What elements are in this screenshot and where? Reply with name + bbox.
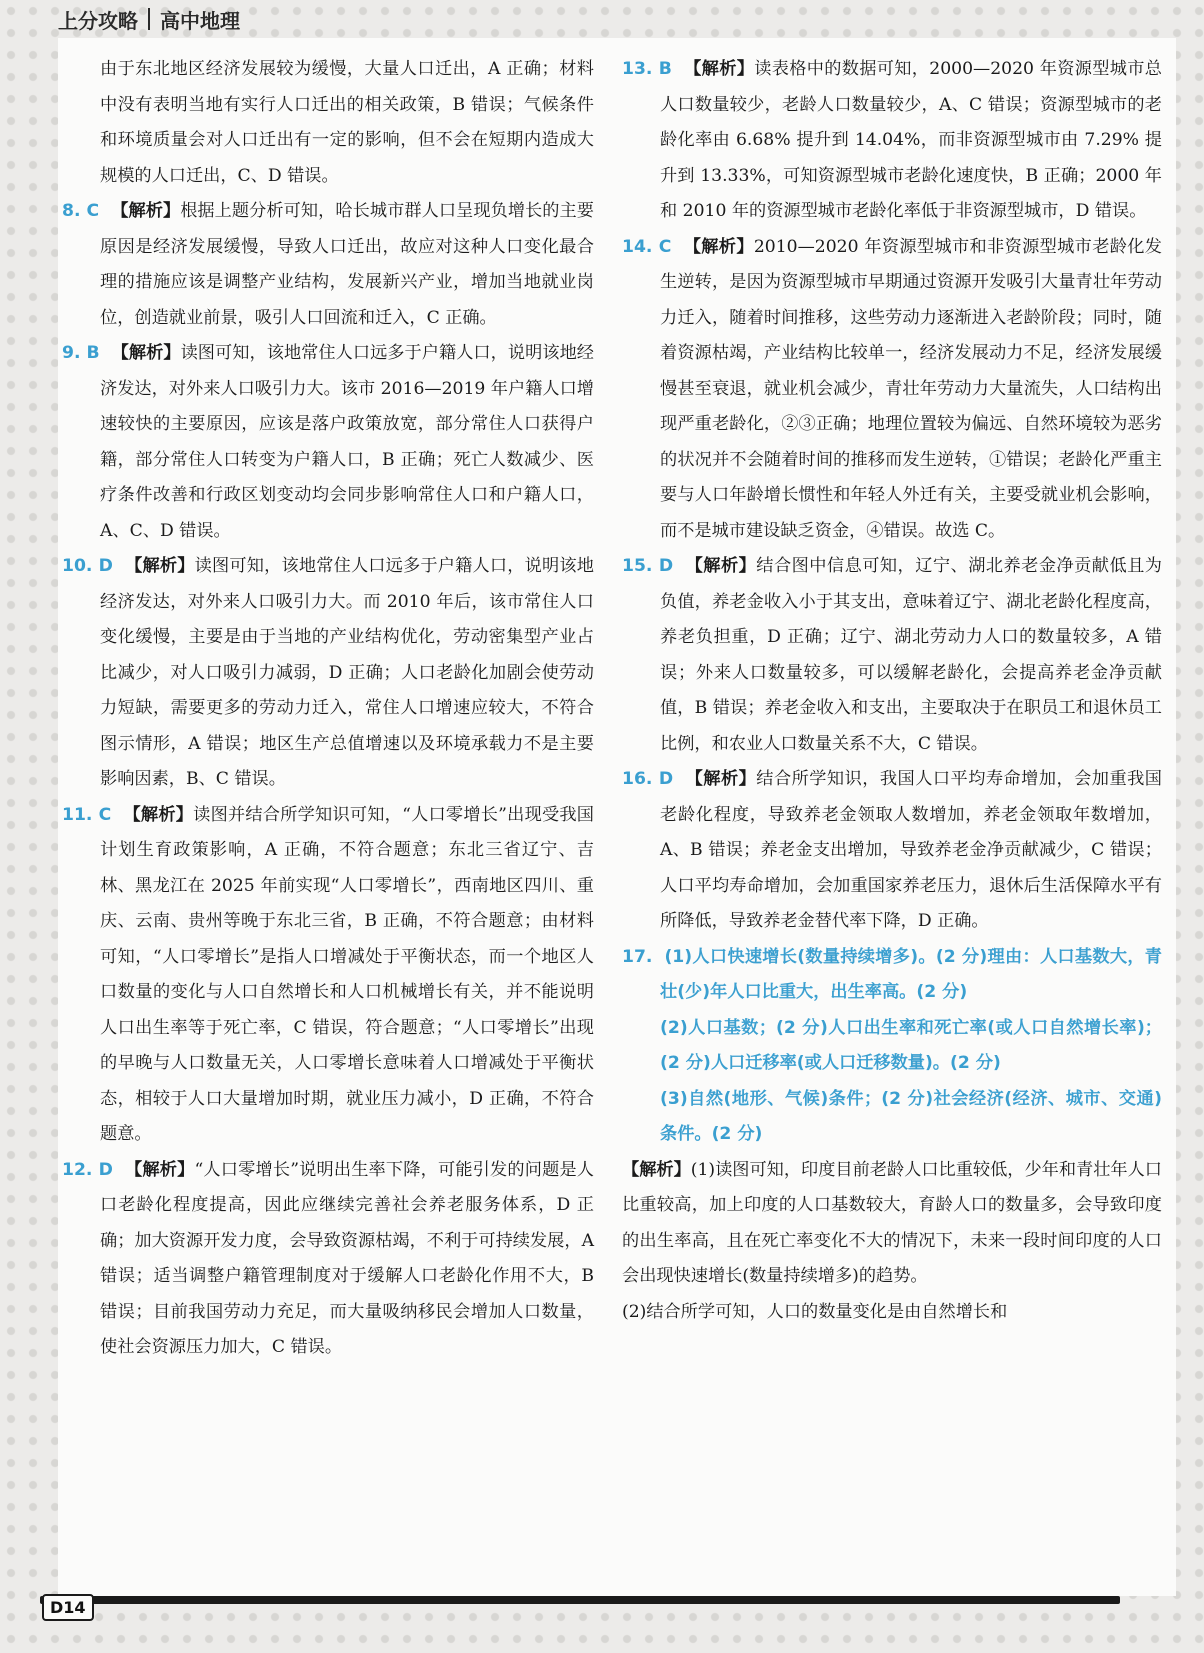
analysis-tag: 【解析】 [622,1159,691,1180]
answer-number: 15. D [622,556,674,576]
analysis-tag: 【解析】 [123,804,194,825]
answer-item-16 [622,762,1162,940]
footer-bar [40,1596,1120,1604]
continuation-text: 由于东北地区经济发展较为缓慢，大量人口迁出，A 正确；材料中没有表明当地有实行人口迁出的相关政策，B 错误；气候条件和环境质量会对人口迁出有一定的影响，但不会在短期内造成大规模的人口迁出，C、D 错误。 [100,59,594,186]
answer-item-10 [62,549,594,798]
analysis-paragraph-1 [622,1153,1162,1295]
answer-key-1: (1)人口快速增长(数量持续增多)。(2 分)理由：人口基数大，青壮(少)年人口比重大，出生率高。(2 分) [660,946,1162,1002]
answer-number: 11. C [62,804,112,825]
answer-text: 结合图中信息可知，辽宁、湖北养老金净贡献低且为负值，养老金收入小于其支出，意味着辽宁、湖北老龄化程度高，养老负担重，D 正确；辽宁、湖北劳动力人口的数量较多，A 错误；外来人口数量较多，可以缓解老龄化，会提高养老金净贡献值，B 错误；养老金收入和支出，主要取决于在职员工和退休员工比例，和农业人口数量关系不大，C 错误。 [660,556,1162,754]
analysis-text-2: (2)结合所学可知，人口的数量变化是由自然增长和 [622,1301,1008,1322]
answer-text: 结合所学知识，我国人口平均寿命增加，会加重我国老龄化程度，导致养老金领取人数增加，养老金领取年数增加，A、B 错误；养老金支出增加，导致养老金净贡献减少，C 错误；人口平均寿命增加，会加重国家养老压力，退休后生活保障水平有所降低，导致养老金替代率下降，D 正确。 [660,769,1162,931]
answer-text: 读图可知，该地常住人口远多于户籍人口，说明该地经济发达，对外来人口吸引力大。而 2010 年后，该市常住人口变化缓慢，主要是由于当地的产业结构优化，劳动密集型产业占比减少，对人口吸引力减弱，D 正确；人口老龄化加剧会使劳动力短缺，需要更多的劳动力迁入，常住人口增速应较大，不符合图示情形，A 错误；地区生产总值增速以及环境承载力不是主要影响因素，B、C 错误。 [100,556,594,789]
answer-text: 2010—2020 年资源型城市和非资源型城市老龄化发生逆转，是因为资源型城市早期通过资源开发吸引大量青壮年劳动力迁入，随着时间推移，这些劳动力逐渐进入老龄阶段；同时，随着资源枯竭，产业结构比较单一，经济发展动力不足，经济发展缓慢甚至衰退，就业机会减少，青壮年劳动力大量流失，人口结构出现严重老龄化，②③正确；地理位置较为偏远、自然环境较为恶劣的状况并不会随着时间的推移而发生逆转，①错误；老龄化严重主要与人口年龄增长惯性和年轻人外迁有关，主要受就业机会影响，而不是城市建设缺乏资金，④错误。故选 C。 [660,236,1162,541]
answer-number: 9. B [62,343,100,363]
answer-number: 10. D [62,556,113,576]
series-title: 上分攻略 [58,8,138,33]
answer-text: 读图可知，该地常住人口远多于户籍人口，说明该地经济发达，对外来人口吸引力大。该市 2016—2019 年户籍人口增速较快的主要原因，应该是落户政策放宽，部分常住人口获得户籍，部分常住人口转变为户籍人口，B 正确；死亡人数减少、医疗条件改善和行政区划变动均会同步影响常住人口和户籍人口，A、C、D 错误。 [100,343,594,541]
analysis-tag: 【解析】 [124,1159,195,1180]
analysis-tag: 【解析】 [685,769,757,789]
answer-item-17 [622,940,1162,1011]
right-column [622,52,1162,1330]
answer-number: 12. D [62,1159,113,1180]
answer-text: 根据上题分析可知，哈长城市群人口呈现负增长的主要原因是经济发展缓慢，导致人口迁出，故应对这种人口变化最合理的措施应该是调整产业结构，发展新兴产业，增加当地就业岗位，创造就业前景，吸引人口回流和迁入，C 正确。 [100,201,594,328]
left-column [62,52,594,1366]
answer-text: “人口零增长”说明出生率下降，可能引发的问题是人口老龄化程度提高，因此应继续完善社会养老服务体系，D 正确；加大资源开发力度，会导致资源枯竭，不利于可持续发展，A 错误；适当调整户籍管理制度对于缓解人口老龄化作用不大，B 错误；目前我国劳动力充足，而大量吸纳移民会增加人口数量，使社会资源压力加大，C 错误。 [100,1159,594,1357]
answer-item-13 [622,52,1162,230]
answer-key-3: (3)自然(地形、气候)条件；(2 分)社会经济(经济、城市、交通)条件。(2 分) [660,1088,1162,1144]
analysis-tag: 【解析】 [683,236,754,257]
answer-number: 14. C [622,236,672,257]
analysis-tag: 【解析】 [111,201,181,221]
answer-text: 读表格中的数据可知，2000—2020 年资源型城市总人口数量较少，老龄人口数量较少，A、C 错误；资源型城市的老龄化率由 6.68% 提升到 14.04%，而非资源型城市由 7.29% 提升到 13.33%，可知资源型城市老龄化速度快，B 正确；2000 年和 2010 年的资源型城市老龄化率低于非资源型城市，D 错误。 [660,59,1162,221]
answer-number: 8. C [62,201,100,221]
answer-key-2: (2)人口基数；(2 分)人口出生率和死亡率(或人口自然增长率)；(2 分)人口迁移率(或人口迁移数量)。(2 分) [660,1017,1162,1073]
answer-item-12 [62,1153,594,1366]
analysis-text-1: (1)读图可知，印度目前老龄人口比重较低，少年和青壮年人口比重较高，加上印度的人口基数较大，育龄人口的数量多，会导致印度的出生率高，且在死亡率变化不大的情况下，未来一段时间印度的人口会出现快速增长(数量持续增多)的趋势。 [622,1159,1162,1286]
analysis-tag: 【解析】 [683,59,755,79]
answer-item-14 [622,230,1162,550]
answer-number: 13. B [622,59,672,79]
analysis-tag: 【解析】 [111,343,181,363]
analysis-tag: 【解析】 [685,556,757,576]
page-footer [40,1596,1176,1630]
answer-number: 17. [622,946,653,967]
analysis-tag: 【解析】 [124,556,195,576]
answer-item-9 [62,336,594,549]
subject-title: 高中地理 [160,8,240,33]
page-number: D14 [42,1594,94,1621]
answer-item-15 [622,549,1162,762]
page-header [58,0,278,38]
header-divider [148,8,150,30]
answer-item-8 [62,194,594,336]
answer-item-11 [62,798,594,1153]
answer-number: 16. D [622,769,674,789]
answer-text: 读图并结合所学知识可知，“人口零增长”出现受我国计划生育政策影响，A 正确，不符合题意；东北三省辽宁、吉林、黑龙江在 2025 年前实现“人口零增长”，西南地区四川、重庆、云南、贵州等晚于东北三省，B 正确，不符合题意；由材料可知，“人口零增长”是指人口增减处于平衡状态，而一个地区人口数量的变化与人口自然增长和人口机械增长有关，并不能说明人口出生率等于死亡率，C 错误，符合题意；“人口零增长”出现的早晚与人口数量无关，人口零增长意味着人口增减处于平衡状态，相较于人口大量增加时期，就业压力减小，D 正确，不符合题意。 [100,804,594,1144]
